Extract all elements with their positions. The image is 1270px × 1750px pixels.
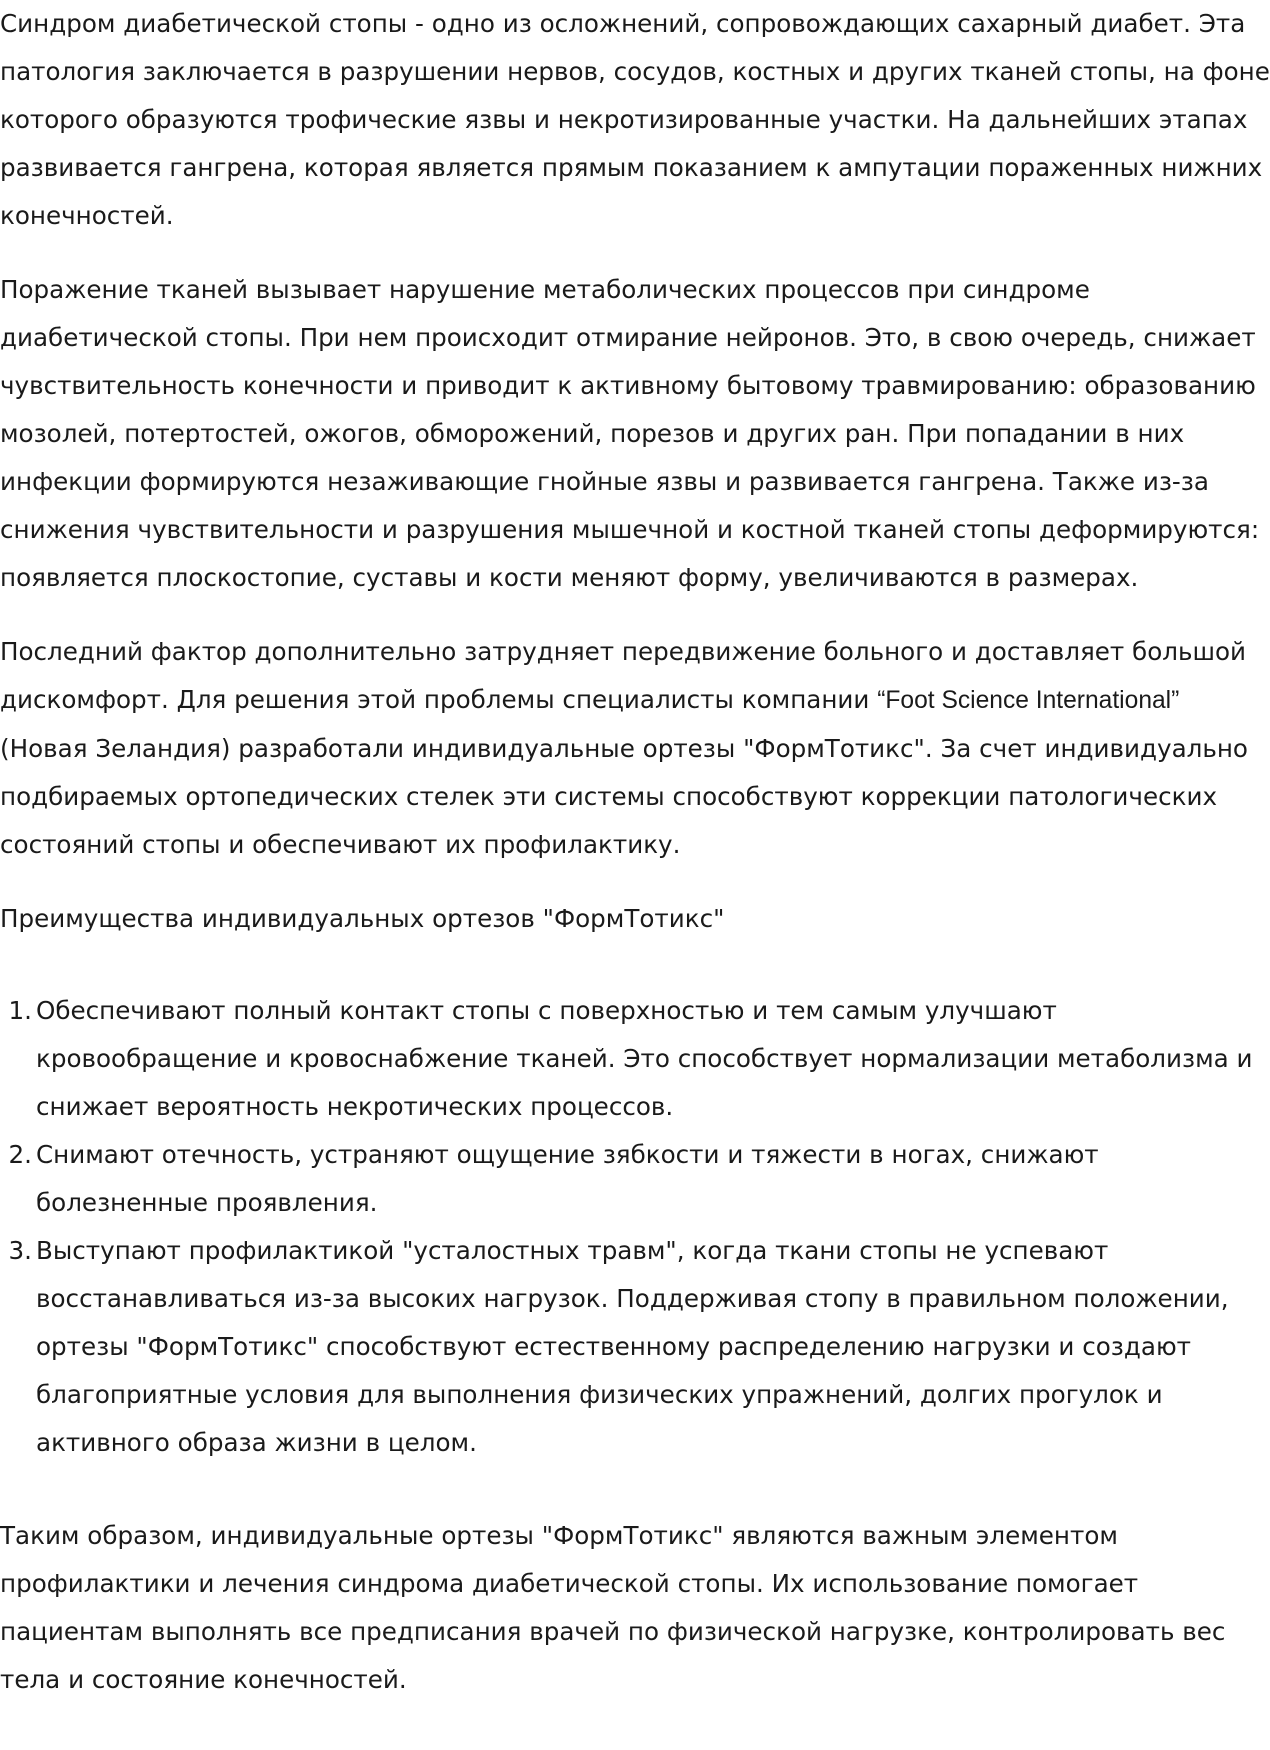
- list-item: [8, 1131, 1270, 1227]
- conclusion-paragraph: Таким образом, индивидуальные ортезы "ФормТотикс" являются важным элементом профилактики и лечения синдрома диабетической стопы. Их использование помогает пациентам выполнять все предписания врачей по физической нагрузке, контролировать вес тела и состояние конечностей.: [0, 1521, 1226, 1694]
- solution-paragraph: [0, 628, 1270, 869]
- list-item: [8, 1227, 1270, 1467]
- list-item: [8, 987, 1270, 1131]
- intro-paragraph: Синдром диабетической стопы - одно из осложнений, сопровождающих сахарный диабет. Эта патология заключается в разрушении нервов, сосудов, костных и других тканей стопы, на фоне которого образуются трофические язвы и некротизированные участки. На дальнейших этапах развивается гангрена, которая является прямым показанием к ампутации пораженных нижних конечностей.: [0, 9, 1270, 230]
- solution-text-start: Последний фактор дополнительно затрудняет передвижение больного и доставляет большой дискомфорт. Для решения этой проблемы специалисты компании: [0, 637, 1246, 714]
- list-item-number: 2.: [8, 1140, 32, 1169]
- tissue-damage-paragraph: Поражение тканей вызывает нарушение метаболических процессов при синдроме диабетической стопы. При нем происходит отмирание нейронов. Это, в свою очередь, снижает чувствительность конечности и приводит к активному бытовому травмированию: образованию мозолей, потертостей, ожогов, обморожений, порезов и других ран. При попадании в них инфекции формируются незаживающие гнойные язвы и развивается гангрена. Также из-за снижения чувствительности и разрушения мышечной и костной тканей стопы деформируются: появляется плоскостопие, суставы и кости меняют форму, увеличиваются в размерах.: [0, 275, 1260, 592]
- list-item-number: 1.: [8, 996, 32, 1025]
- solution-text-end: (Новая Зеландия) разработали индивидуальные ортезы "ФормТотикс". За счет индивидуально подбираемых ортопедических стелек эти системы способствуют коррекции патологических состояний стопы и обеспечивают их профилактику.: [0, 734, 1248, 859]
- list-item-number: 3.: [8, 1236, 32, 1265]
- list-item-text: Снимают отечность, устраняют ощущение зябкости и тяжести в ногах, снижают болезненные проявления.: [36, 1140, 1099, 1217]
- list-item-text: Выступают профилактикой "усталостных травм", когда ткани стопы не успевают восстанавливаться из-за высоких нагрузок. Поддерживая стопу в правильном положении, ортезы "ФормТотикс" способствуют естественному распределению нагрузки и создают благоприятные условия для выполнения физических упражнений, долгих прогулок и активного образа жизни в целом.: [36, 1236, 1229, 1457]
- list-item-text: Обеспечивают полный контакт стопы с поверхностью и тем самым улучшают кровообращение и кровоснабжение тканей. Это способствует нормализации метаболизма и снижает вероятность некротических процессов.: [36, 996, 1253, 1121]
- company-name: “Foot Science International”: [877, 687, 1180, 714]
- benefits-list: [0, 987, 1270, 1467]
- benefits-title: Преимущества индивидуальных ортезов "ФормТотикс": [0, 904, 725, 933]
